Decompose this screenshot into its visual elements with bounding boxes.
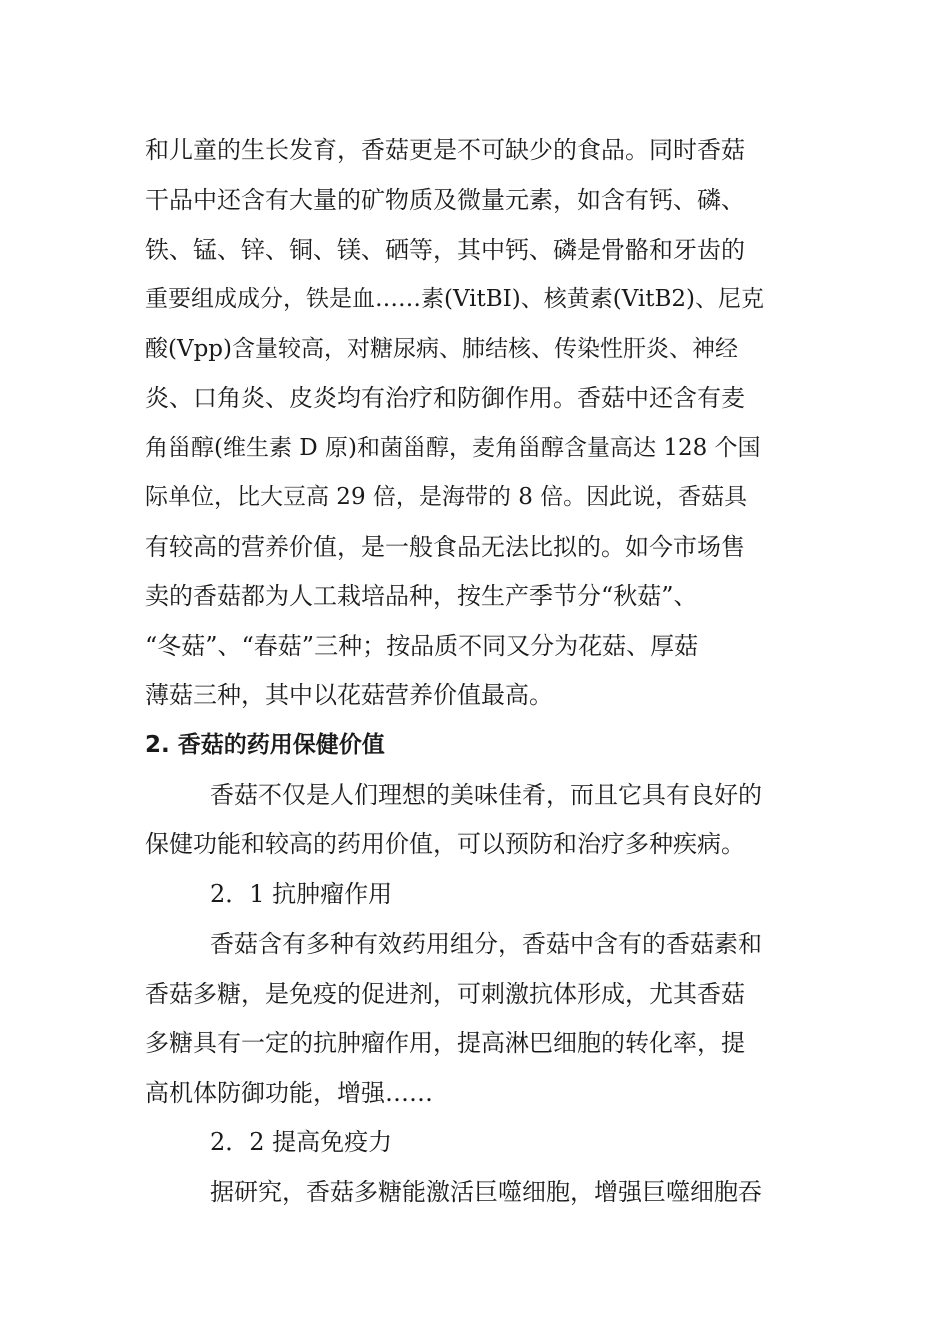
- text-line: 高机体防御功能，增强……: [145, 1079, 433, 1107]
- text-line: 干品中还含有大量的矿物质及微量元素，如含有钙、磷、: [145, 186, 745, 214]
- text-line: 际单位，比大豆高 29 倍，是海带的 8 倍。因此说，香菇具: [145, 484, 748, 510]
- text-line: 香菇多糖，是免疫的促进剂，可刺激抗体形成，尤其香菇: [145, 980, 745, 1008]
- text-line: 铁、锰、锌、铜、镁、硒等，其中钙、磷是骨骼和牙齿的: [145, 236, 745, 264]
- text-line: 香菇不仅是人们理想的美味佳肴，而且它具有良好的: [210, 781, 762, 809]
- text-line: 酸(Vpp)含量较高，对糖尿病、肺结核、传染性肝炎、神经: [145, 336, 739, 362]
- section-heading: 2. 香菇的药用保健价值: [145, 732, 385, 758]
- subsection-heading: 2．2 提高免疫力: [210, 1128, 393, 1156]
- text-line: 角甾醇(维生素 D 原)和菌甾醇，麦角甾醇含量高达 128 个国: [145, 435, 761, 461]
- text-line: 炎、口角炎、皮炎均有治疗和防御作用。香菇中还含有麦: [145, 384, 745, 412]
- text-line: 重要组成成分，铁是血……素(VitBI)、核黄素(VitB2)、尼克: [145, 286, 765, 312]
- text-line: 香菇含有多种有效药用组分，香菇中含有的香菇素和: [210, 930, 762, 958]
- text-line: 有较高的营养价值，是一般食品无法比拟的。如今市场售: [145, 533, 745, 561]
- subsection-heading: 2．1 抗肿瘤作用: [210, 880, 393, 908]
- text-line: 薄菇三种，其中以花菇营养价值最高。: [145, 681, 553, 709]
- text-line: 据研究，香菇多糖能激活巨噬细胞，增强巨噬细胞吞: [210, 1178, 762, 1206]
- text-line: 卖的香菇都为人工栽培品种，按生产季节分“秋菇”、: [145, 582, 698, 610]
- text-line: “冬菇”、“春菇”三种；按品质不同又分为花菇、厚菇: [145, 632, 699, 660]
- text-line: 多糖具有一定的抗肿瘤作用，提高淋巴细胞的转化率，提: [145, 1029, 745, 1057]
- text-line: 保健功能和较高的药用价值，可以预防和治疗多种疾病。: [145, 830, 745, 858]
- text-line: 和儿童的生长发育，香菇更是不可缺少的食品。同时香菇: [145, 136, 745, 164]
